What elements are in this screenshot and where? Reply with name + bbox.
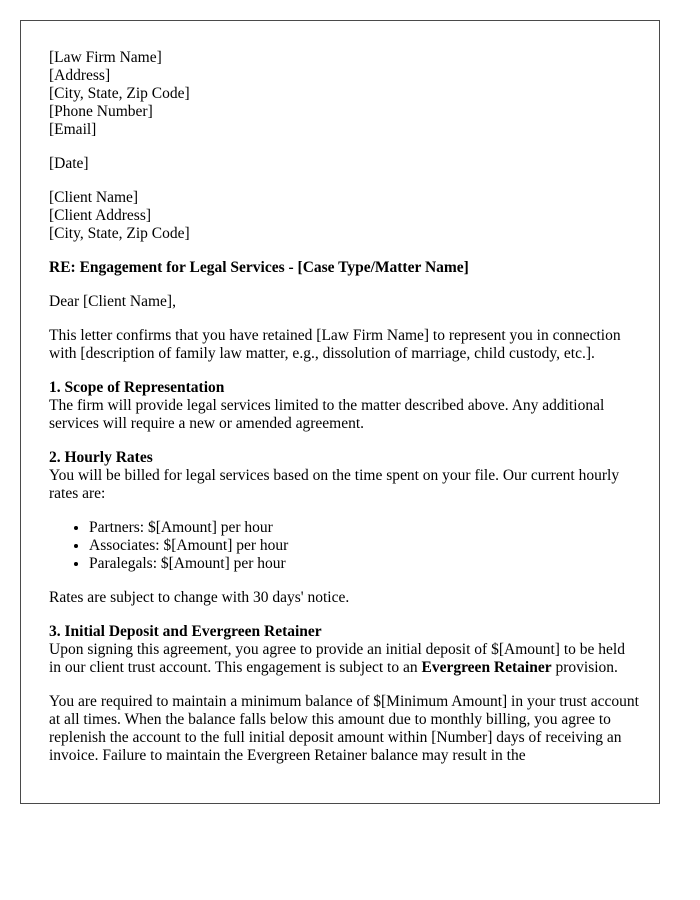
- section-scope-body: The firm will provide legal services limited to the matter described above. Any additional services will require a new or amended agreement.: [49, 397, 605, 432]
- firm-name: [Law Firm Name]: [49, 49, 162, 66]
- re-line-text: RE: Engagement for Legal Services - [Case Type/Matter Name]: [49, 259, 469, 276]
- intro-paragraph: This letter confirms that you have retained [Law Firm Name] to represent you in connection with [description of family law matter, e.g., dissolution of marriage, child custody, etc.].: [49, 327, 621, 362]
- firm-city-state-zip: [City, State, Zip Code]: [49, 85, 190, 102]
- re-line: [49, 259, 639, 277]
- section-deposit-paragraph-2: You are required to maintain a minimum balance of $[Minimum Amount] in your trust account at all times. When the balance falls below this amount due to monthly billing, you agree to replenish the account to the full initial deposit amount within [Number] days of receiving an invoice. Failure to maintain the Evergreen Retainer balance may result in the: [49, 693, 639, 764]
- section-deposit: [49, 623, 639, 677]
- firm-address: [Address]: [49, 67, 111, 84]
- deposit-body-text: Upon signing this agreement, you agree to provide an initial deposit of $[Amount] to be held in our client trust account. This engagement is subject to an: [49, 641, 625, 676]
- section-rates-body: You will be billed for legal services based on the time spent on your file. Our current hourly rates are:: [49, 467, 620, 502]
- letter-page: [20, 20, 660, 804]
- letter-content: [49, 49, 639, 781]
- list-item: • Associates: $[Amount] per hour: [89, 537, 639, 555]
- client-address-block: [49, 189, 639, 243]
- section-rates-heading: 2. Hourly Rates: [49, 449, 153, 466]
- firm-email: [Email]: [49, 121, 97, 138]
- section-deposit-heading: 3. Initial Deposit and Evergreen Retainer: [49, 623, 322, 640]
- list-item: • Paralegals: $[Amount] per hour: [89, 555, 639, 573]
- client-city-state-zip: [City, State, Zip Code]: [49, 225, 190, 242]
- section-scope: [49, 379, 639, 433]
- salutation: Dear [Client Name],: [49, 293, 176, 310]
- list-item: • Partners: $[Amount] per hour: [89, 519, 639, 537]
- rates-note: Rates are subject to change with 30 days' notice.: [49, 589, 350, 606]
- firm-address-block: [49, 49, 639, 139]
- section-deposit-body: [49, 641, 639, 677]
- section-scope-heading: 1. Scope of Representation: [49, 379, 225, 396]
- deposit-body-end: provision.: [551, 659, 618, 676]
- client-address: [Client Address]: [49, 207, 152, 224]
- letter-date: [Date]: [49, 155, 89, 172]
- rates-list: [49, 519, 639, 573]
- evergreen-retainer-term: Evergreen Retainer: [421, 659, 552, 676]
- section-rates: [49, 449, 639, 503]
- firm-phone: [Phone Number]: [49, 103, 153, 120]
- client-name: [Client Name]: [49, 189, 139, 206]
